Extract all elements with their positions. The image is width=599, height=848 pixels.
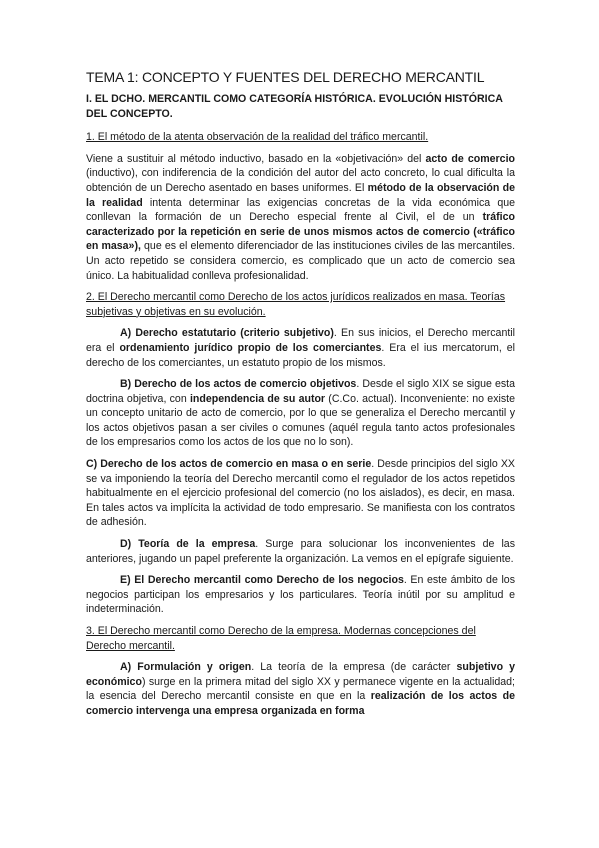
text-run: Viene a sustituir al método inductivo, basado en la «objetivación» del bbox=[86, 152, 426, 165]
document-title: TEMA 1: CONCEPTO Y FUENTES DEL DERECHO MERCANTIL bbox=[86, 69, 485, 85]
paragraph-objective-acts bbox=[86, 377, 515, 450]
bold-term: D) Teoría de la empresa bbox=[120, 538, 256, 551]
bold-term: B) Derecho de los actos de comercio objetivos bbox=[120, 378, 357, 391]
subsection-2-heading: 2. El Derecho mercantil como Derecho de los actos jurídicos realizados en masa. Teorías subjetivas y objetivas en su evolución. bbox=[86, 291, 506, 318]
bold-term: método de la observación de la realidad bbox=[86, 181, 516, 209]
text-run: intenta determinar las exigencias concretas de la vida económica que conllevan la formación de un Derecho especial frente al Civil, el de un bbox=[86, 196, 516, 224]
text-run: ) surge en la primera mitad del siglo XX y permanece vigente en la actualidad; la esencia del Derecho mercantil consiste en que en la bbox=[86, 675, 515, 703]
text-run: . En este ámbito de los negocios participan los empresarios y los particulares. Teoría inútil por su amplitud e indeterminación. bbox=[86, 574, 515, 616]
subsection-3-heading: 3. El Derecho mercantil como Derecho de la empresa. Modernas concepciones del Derecho mercantil. bbox=[86, 625, 476, 652]
bold-term: A) Formulación y origen bbox=[120, 661, 252, 674]
paragraph-mass-acts bbox=[86, 457, 515, 530]
text-run: . Surge para solucionar los inconvenientes de las anteriores, jugando un papel preferente la organización. La vemos en el epígrafe siguiente. bbox=[86, 538, 515, 565]
bold-term: ordenamiento jurídico propio de los comerciantes bbox=[119, 341, 382, 354]
section-heading: I. EL DCHO. MERCANTIL COMO CATEGORÍA HISTÓRICA. EVOLUCIÓN HISTÓRICA DEL CONCEPTO. bbox=[86, 93, 503, 120]
bold-term: A) Derecho estatutario (criterio subjetivo) bbox=[120, 327, 334, 340]
bold-term: E) El Derecho mercantil como Derecho de los negocios bbox=[120, 574, 404, 587]
text-run: (inductivo), con indiferencia de la condición del autor del acto concreto, lo cual dificulta la obtención de un Derecho asentado en bases uniformes. El bbox=[86, 167, 515, 194]
bold-term: acto de comercio bbox=[425, 152, 515, 165]
text-run: . En sus inicios, el Derecho mercantil era el bbox=[86, 327, 515, 354]
bold-term: independencia de su autor bbox=[189, 392, 326, 405]
document-page bbox=[86, 68, 515, 726]
text-run: . Desde principios del siglo XX se va imponiendo la teoría del Derecho mercantil como el regulador de los actos repetidos habitualmente en el ejercicio profesional del comercio (no los aislados), es decir, en masa. En tales actos va implícita la actividad de todo empresario. Se manifiesta con los contratos de adhesión. bbox=[86, 458, 515, 529]
text-run: que es el elemento diferenciador de las instituciones civiles de las mercantiles. Un acto repetido se considera comercio, es complicado que un acto de comercio sea único. La habitualidad conlleva profesionalidad. bbox=[86, 240, 516, 282]
paragraph-enterprise-theory bbox=[86, 537, 515, 566]
paragraph-statutory-law bbox=[86, 326, 515, 370]
bold-term: subjetivo y económico bbox=[86, 661, 516, 688]
subsection-1-heading: 1. El método de la atenta observación de la realidad del tráfico mercantil. bbox=[86, 131, 429, 144]
bold-term: tráfico caracterizado por la repetición en serie de unos mismos actos de comercio («tráfico en masa»), bbox=[86, 211, 515, 253]
bold-term: realización de los actos de comercio intervenga una empresa organizada en forma bbox=[86, 690, 515, 717]
text-run: . Desde el siglo XIX se sigue esta doctrina objetiva, con bbox=[86, 378, 515, 405]
paragraph-business-law bbox=[86, 573, 515, 617]
text-run: . La teoría de la empresa (de carácter bbox=[251, 661, 457, 674]
paragraph-observation-method bbox=[86, 152, 515, 283]
text-run: (C.Co. actual). Inconveniente: no existe un concepto unitario de acto de comercio, por lo que se generaliza el Derecho mercantil y los actos objetivos pasan a ser civiles o comunes (aquél regula tanto actos profesionales de los empresarios como los actos de los que no lo son). bbox=[86, 392, 515, 449]
paragraph-formulation-origin bbox=[86, 660, 515, 718]
bold-term: C) Derecho de los actos de comercio en masa o en serie bbox=[86, 458, 372, 471]
text-run: . Era el ius mercatorum, el derecho de los comerciantes, un estatuto propio de los mismos. bbox=[86, 341, 515, 369]
